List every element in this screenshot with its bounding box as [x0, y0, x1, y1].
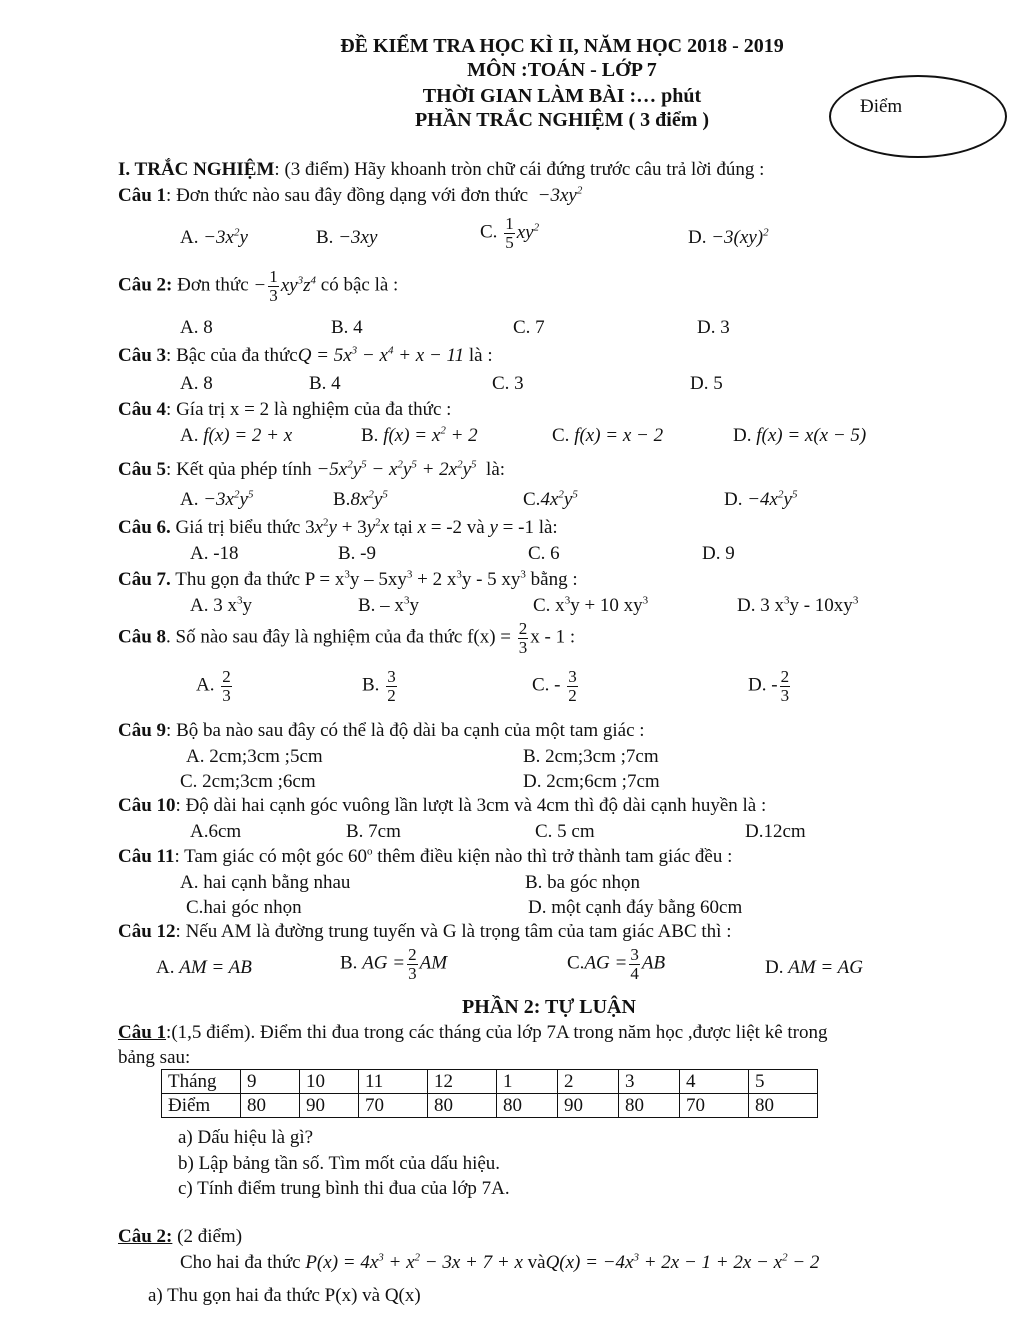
section1-text: : (3 điểm) Hãy khoanh tròn chữ cái đứng trước câu trả lời đúng : [274, 159, 765, 180]
q11-option-d[interactable]: D. một cạnh đáy bằng 60cm [528, 897, 743, 918]
q1-label: Câu 1 [118, 185, 167, 206]
q6-stem: Câu 6. Giá trị biểu thức $3x^2y + 3y^2x$ tại x = -2 và y = -1 là: [118, 516, 558, 538]
q12-stem [118, 922, 732, 941]
q10-option-a[interactable]: A.6cm [190, 821, 242, 842]
q3-label: Câu 3 [118, 345, 167, 366]
q8-text-pre: . Số nào sau đây là nghiệm của đa thức f(x) = [166, 626, 512, 648]
q10-text: : Độ dài hai cạnh góc vuông lần lượt là 3cm và 4cm thì độ dài cạnh huyền là : [175, 795, 767, 816]
q3-expr: $Q = 5x^3 - x^4 + x - 11$ [297, 344, 465, 366]
q6-option-c[interactable]: C. 6 [528, 543, 560, 564]
q5-option-a[interactable]: A. $-3x^2y^5$ [180, 488, 254, 510]
table-cell: Tháng [162, 1070, 241, 1094]
table-cell: 80 [241, 1094, 300, 1118]
q4-option-b[interactable]: B. $f(x) = x^2 + 2$ [361, 424, 478, 446]
q7-text-post: bằng : [530, 569, 578, 590]
q2-option-c[interactable]: C. 7 [513, 317, 545, 338]
q10-stem [118, 796, 766, 815]
q2-option-a[interactable]: A. 8 [180, 317, 213, 338]
q10-option-b[interactable]: B. 7cm [346, 821, 401, 842]
table-row [162, 1094, 818, 1118]
q4-stem [118, 400, 451, 419]
q8-stem: Câu 8. Số nào sau đây là nghiệm của đa thức f(x) = $\frac{2}{3}$ x - 1 : [118, 619, 576, 657]
q9-option-b[interactable]: B. 2cm;3cm ;7cm [523, 746, 659, 767]
essay2-heading [118, 1227, 242, 1246]
q7-text-pre: Thu gọn đa thức P = x [175, 569, 345, 590]
q1-option-d[interactable]: D. −3(xy)$^2$ [688, 226, 769, 248]
table-cell: 1 [497, 1070, 558, 1094]
q10-label: Câu 10 [118, 795, 176, 816]
q6-expr: $3x^2y + 3y^2x$ [305, 516, 390, 538]
q2-text-pre: Đơn thức [177, 274, 249, 296]
q4-option-c[interactable]: C. f(x) = x − 2 [552, 425, 664, 446]
q4-label: Câu 4 [118, 399, 167, 420]
q5-option-c[interactable]: $C.4x^2y^5$ [523, 488, 578, 510]
exam-title: ĐỀ KIỂM TRA HỌC KÌ II, NĂM HỌC 2018 - 2019 [340, 35, 784, 57]
q6-option-a[interactable]: A. -18 [190, 543, 239, 564]
q6-text-pre: Giá trị biểu thức [175, 517, 301, 538]
q11-option-b[interactable]: B. ba góc nhọn [525, 872, 641, 893]
essay2-label: Câu 2: [118, 1226, 173, 1247]
essay1-part-a: a) Dấu hiệu là gì? [178, 1127, 314, 1148]
table-cell: 80 [749, 1094, 818, 1118]
table-cell: 11 [359, 1070, 428, 1094]
q1-option-b[interactable]: B. −3xy [316, 227, 378, 248]
q6-label: Câu 6. [118, 517, 171, 538]
q6-text-mid1: tại [393, 517, 413, 538]
q3-option-c[interactable]: C. 3 [492, 373, 524, 394]
q4-option-d[interactable]: D. f(x) = x(x − 5) [733, 425, 867, 446]
table-cell: 2 [558, 1070, 619, 1094]
q10-option-c[interactable]: C. 5 cm [535, 821, 595, 842]
q7-option-b[interactable]: B. – $x^3y$ [358, 594, 419, 616]
part2-heading: PHẦN 2: TỰ LUẬN [462, 996, 636, 1018]
q6-option-d[interactable]: D. 9 [702, 543, 735, 564]
q8-text-post: x - 1 : [530, 626, 576, 648]
essay2-px: $P(x) = 4x^3 + x^2 - 3x + 7 + x$ [305, 1251, 523, 1273]
subject-line: MÔN :TOÁN - LỚP 7 [467, 59, 657, 81]
essay2-conj: và [527, 1252, 546, 1273]
table-cell: 9 [241, 1070, 300, 1094]
table-cell: 10 [300, 1070, 359, 1094]
q11-option-c[interactable]: C.hai góc nhọn [186, 897, 302, 918]
essay1-part-c: c) Tính điểm trung bình thi đua của lớp 7A. [178, 1178, 510, 1199]
essay1-text: :(1,5 điểm). Điểm thi đua trong các tháng của lớp 7A trong năm học ,được liệt kê trong [166, 1022, 828, 1043]
q10-option-d[interactable]: D.12cm [745, 821, 806, 842]
essay1-text2: bảng sau: [118, 1047, 191, 1068]
table-cell: Điểm [162, 1094, 241, 1118]
q1-text: : Đơn thức nào sau đây đồng dạng với đơn thức [166, 185, 529, 206]
table-cell: 80 [428, 1094, 497, 1118]
q5-label: Câu 5 [118, 459, 167, 480]
q11-label: Câu 11 [118, 846, 175, 867]
section1-title: I. TRẮC NGHIỆM [118, 159, 275, 180]
q9-option-a[interactable]: A. 2cm;3cm ;5cm [186, 746, 323, 767]
q2-expr: − $\frac{1}{3}$ $xy^3z^4$ [253, 267, 317, 305]
q6-text-mid2: và [466, 517, 485, 538]
q5-expr: $-5x^2y^5 - x^2y^5 + 2x^2y^5$ [316, 458, 477, 480]
q1-option-a[interactable]: A. $-3x^2y$ [180, 226, 248, 248]
q2-option-b[interactable]: B. 4 [331, 317, 363, 338]
q9-option-d[interactable]: D. 2cm;6cm ;7cm [523, 771, 660, 792]
essay2-stem [180, 1253, 819, 1272]
q8-option-d[interactable]: D. - $\frac{2}{3}$ [748, 667, 790, 705]
table-cell: 80 [619, 1094, 680, 1118]
q12-option-a[interactable]: A. AM = AB [156, 957, 252, 978]
table-cell: 5 [749, 1070, 818, 1094]
q9-stem [118, 721, 645, 740]
part1-heading: PHẦN TRẮC NGHIỆM ( 3 điểm ) [414, 109, 710, 131]
score-oval [829, 75, 1007, 158]
q2-text-post: có bậc là : [320, 274, 399, 296]
q5-option-d[interactable]: D. $-4x^2y^5$ [724, 488, 798, 510]
q4-option-a[interactable]: A. f(x) = 2 + x [180, 425, 293, 446]
q11-option-a[interactable]: A. hai cạnh bằng nhau [180, 872, 351, 893]
q2-label: Câu 2: [118, 274, 173, 296]
q1-stem [118, 186, 582, 205]
table-cell: 80 [497, 1094, 558, 1118]
table-row [162, 1070, 818, 1094]
q11-text-post: thêm điều kiện nào thì trở thành tam giác đều : [377, 846, 733, 867]
q9-label: Câu 9 [118, 720, 167, 741]
essay1-stem [118, 1023, 828, 1042]
q9-text: : Bộ ba nào sau đây có thể là độ dài ba cạnh của một tam giác : [166, 720, 645, 741]
q12-option-d[interactable]: D. AM = AG [765, 957, 863, 978]
q3-stem [118, 346, 493, 365]
q1-option-c[interactable]: C. $\frac{1}{5}$ $xy^2$ [480, 214, 540, 252]
q3-option-b[interactable]: B. 4 [309, 373, 341, 394]
q5-stem [118, 460, 505, 479]
table-cell: 4 [680, 1070, 749, 1094]
q1-expr: $-3xy^2$ [532, 184, 583, 206]
q12-option-b[interactable]: B. AG = $\frac{2}{3}$ AM [340, 945, 448, 983]
q12-label: Câu 12 [118, 921, 176, 942]
q12-text: : Nếu AM là đường trung tuyến và G là trọng tâm của tam giác ABC thì : [175, 921, 732, 942]
essay2-qx: $Q(x) = -4x^3 + 2x - 1 + 2x - x^2 - 2$ [545, 1251, 820, 1273]
q11-text-pre: : Tam giác có một góc 60 [174, 846, 367, 867]
table-cell: 90 [558, 1094, 619, 1118]
score-table [161, 1069, 818, 1118]
table-cell: 12 [428, 1070, 497, 1094]
q3-text-pre: : Bậc của đa thức [166, 345, 298, 366]
q6-option-b[interactable]: B. -9 [338, 543, 376, 564]
q4-text: : Gía trị x = 2 là nghiệm của đa thức : [166, 399, 452, 420]
essay2-part-a: a) Thu gọn hai đa thức P(x) và Q(x) [148, 1285, 421, 1306]
q3-text-post: là : [468, 345, 493, 366]
q2-option-d[interactable]: D. 3 [697, 317, 730, 338]
q12-option-c[interactable]: C.AG = $\frac{3}{4}$ AB [567, 945, 666, 983]
q7-option-a[interactable]: A. 3 $x^3y$ [190, 594, 252, 616]
q3-option-a[interactable]: A. 8 [180, 373, 213, 394]
q11-stem: Câu 11: Tam giác có một góc 60$^o$ thêm điều kiện nào thì trở thành tam giác đều : [118, 845, 733, 867]
essay1-label: Câu 1 [118, 1022, 167, 1043]
table-cell: 3 [619, 1070, 680, 1094]
time-line: THỜI GIAN LÀM BÀI :… phút [422, 85, 702, 107]
q8-option-c[interactable]: C. - $\frac{3}{2}$ [532, 667, 577, 705]
q5-text-post: là: [486, 459, 506, 480]
q7-label: Câu 7. [118, 569, 171, 590]
q8-option-a[interactable]: A. $\frac{2}{3}$ [196, 667, 231, 705]
table-cell: 70 [680, 1094, 749, 1118]
q9-option-c[interactable]: C. 2cm;3cm ;6cm [180, 771, 316, 792]
q7-stem: Câu 7. Thu gọn đa thức $P = x^3y - 5xy^3 + 2$ $x^3y - 5$ $xy^3$ bằng : [118, 568, 578, 590]
essay2-text: Cho hai đa thức [180, 1252, 301, 1273]
q3-option-d[interactable]: D. 5 [690, 373, 723, 394]
q7-option-d[interactable]: D. 3 $x^3y - 10xy^3$ [737, 594, 859, 616]
essay2-points: (2 điểm) [177, 1226, 243, 1247]
q8-label: Câu 8 [118, 626, 167, 648]
q5-option-b[interactable]: $B.8x^2y^5$ [333, 488, 388, 510]
q6-text-post: là: [538, 517, 558, 538]
q7-option-c[interactable]: C. $x^3y + 10$ $xy^3$ [533, 594, 649, 616]
q8-option-b[interactable]: B. $\frac{3}{2}$ [362, 667, 396, 705]
table-cell: 70 [359, 1094, 428, 1118]
table-cell: 90 [300, 1094, 359, 1118]
section1-instruction [118, 160, 764, 179]
score-label: Điểm [860, 96, 903, 117]
q2-stem [118, 268, 398, 305]
q5-text-pre: : Kết qủa phép tính [166, 459, 312, 480]
essay1-part-b: b) Lập bảng tần số. Tìm mốt của dấu hiệu. [178, 1153, 501, 1174]
